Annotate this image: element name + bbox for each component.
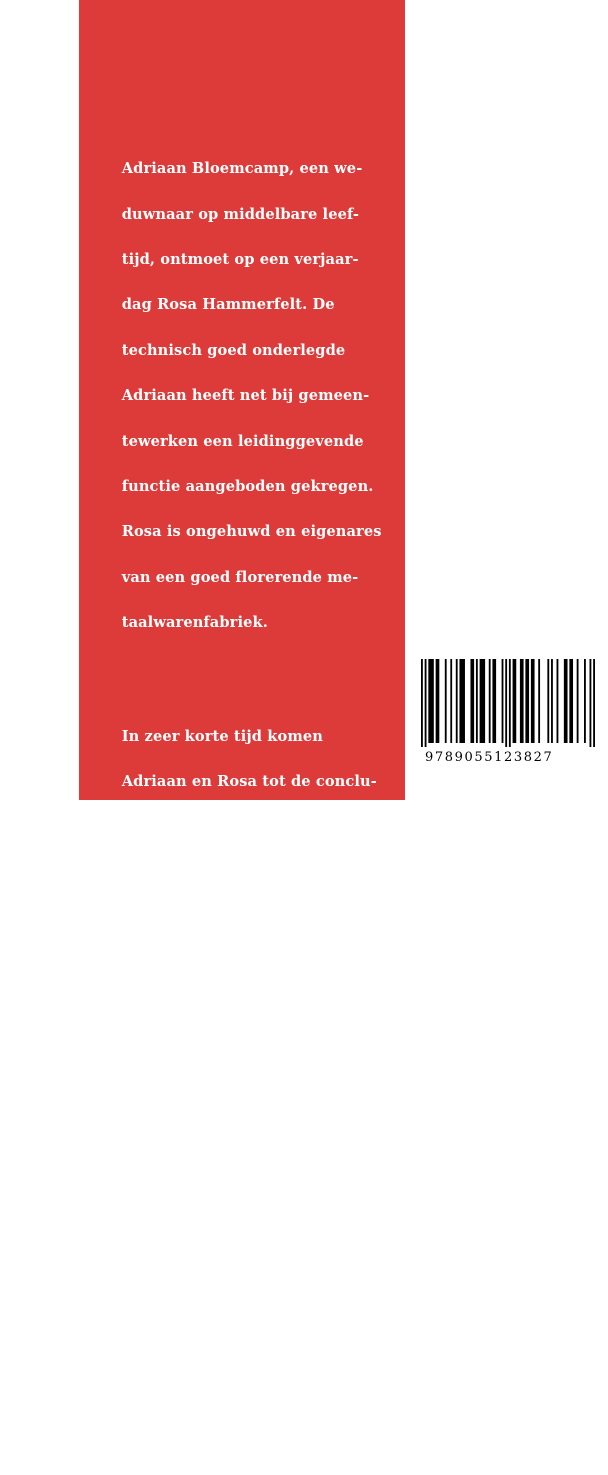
blurb-line: Voor het echter tot een — [121, 1272, 314, 1290]
barcode-bar — [513, 659, 517, 743]
barcode-bars — [421, 659, 595, 747]
blurb-line: van een goed florerende me- — [121, 568, 359, 586]
barcode-bar — [502, 659, 504, 743]
blurb-paragraph — [101, 703, 401, 907]
barcode-bar — [480, 659, 485, 743]
barcode-bar — [590, 659, 592, 747]
barcode-bar — [436, 659, 440, 743]
barcode-bar — [450, 659, 452, 743]
barcode-bar — [476, 659, 478, 743]
barcode-bar — [428, 659, 433, 743]
blurb-line: In zeer korte tijd komen — [121, 727, 323, 745]
blurb-line: man van wie ze altijd heeft — [121, 1113, 344, 1131]
blurb-line: heid en Rosa vindt na jaren de — [121, 1068, 374, 1086]
back-cover-blurb — [101, 90, 401, 1475]
barcode-bar — [445, 659, 447, 743]
blurb-line: tijd, ontmoet op een verjaar- — [121, 250, 359, 268]
barcode-bar — [538, 659, 540, 743]
blurb-line: tewerken een leidinggevende — [121, 432, 364, 450]
blurb-paragraph — [101, 135, 401, 657]
barcode-bar — [547, 659, 549, 743]
barcode-bar — [470, 659, 474, 743]
barcode-bar — [564, 659, 568, 743]
blurb-line: opgelost. — [121, 1408, 198, 1426]
blurb-paragraph — [101, 1248, 401, 1452]
barcode-bar — [557, 659, 559, 743]
blurb-line: huwelijk komt, moeten er — [121, 1317, 335, 1335]
barcode-bar — [531, 659, 535, 743]
blurb-line: zijn. — [121, 863, 158, 881]
blurb-line: duwnaar op middelbare leef- — [121, 205, 359, 223]
blurb-line: taalwarenfabriek. — [121, 614, 268, 632]
barcode-bar — [505, 659, 507, 747]
blurb-line: functie aangeboden gekregen. — [121, 477, 374, 495]
blurb-paragraph — [101, 953, 401, 1203]
blurb-line: Adriaan heeft net bij gemeen- — [121, 387, 370, 405]
barcode-bar — [489, 659, 491, 743]
barcode-bar — [425, 659, 427, 747]
blurb-line: Voor Adriaan betekent dit het — [121, 977, 368, 995]
blurb-line: Adriaan Bloemcamp, een we- — [121, 160, 363, 178]
barcode-bar — [492, 659, 496, 743]
barcode-bar — [456, 659, 458, 743]
barcode-bar — [569, 659, 573, 743]
barcode-bar — [520, 659, 524, 743]
blurb-line: einde van vijf jaar eenzaam- — [121, 1022, 354, 1040]
blurb-line: Adriaan en Rosa tot de conclu- — [121, 773, 377, 791]
blurb-line: dag Rosa Hammerfelt. De — [121, 296, 335, 314]
barcode-bar — [577, 659, 579, 743]
blurb-line: sie dat ze voor elkaar bestemd — [121, 818, 374, 836]
barcode-bar — [421, 659, 423, 747]
barcode-bar — [525, 659, 529, 743]
barcode-bar — [593, 659, 595, 747]
barcode-bar — [459, 659, 464, 743]
isbn-number: 9789055123827 — [425, 750, 554, 765]
blurb-line: grote problemen worden — [121, 1363, 332, 1381]
barcode-bar — [584, 659, 586, 743]
blurb-line: gedroomd. — [121, 1159, 211, 1177]
blurb-line: Rosa is ongehuwd en eigenares — [121, 523, 382, 541]
barcode-bar — [509, 659, 511, 747]
blurb-line: technisch goed onderlegde — [121, 341, 346, 359]
barcode-bar — [551, 659, 553, 743]
